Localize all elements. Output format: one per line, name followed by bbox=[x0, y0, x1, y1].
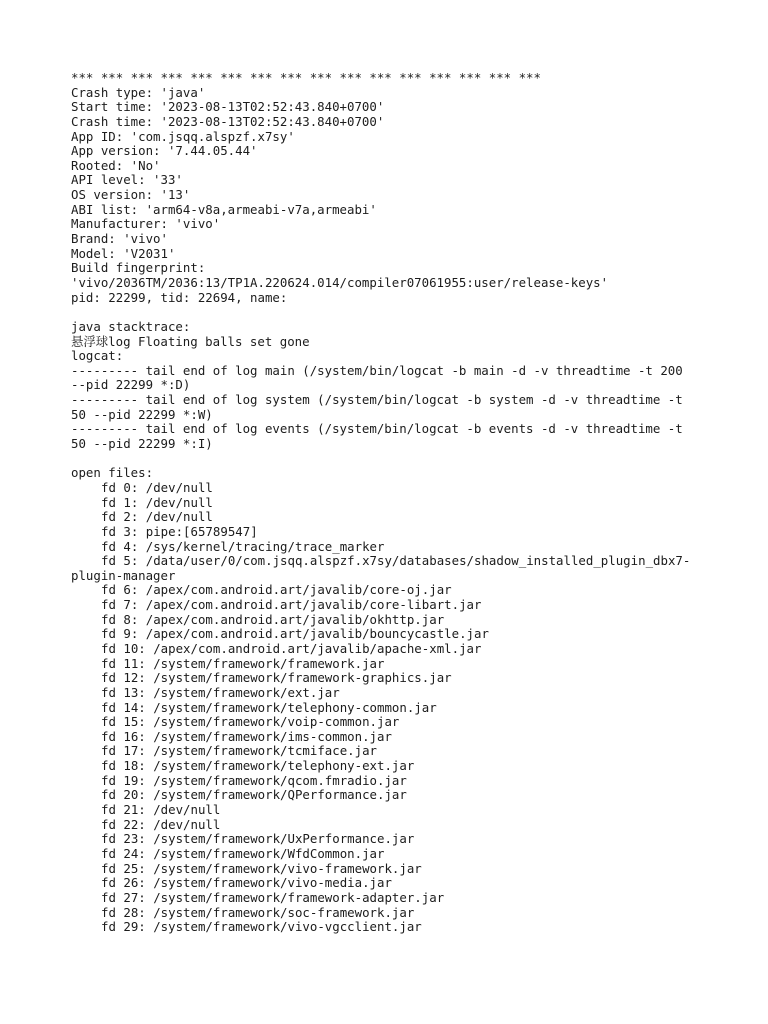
abi-list-line: ABI list: 'arm64-v8a,armeabi-v7a,armeabi' bbox=[71, 201, 377, 217]
spacer bbox=[71, 305, 711, 320]
build-fingerprint-value: 'vivo/2036TM/2036:13/TP1A.220624.014/compiler07061955:user/release-keys' bbox=[71, 274, 609, 290]
fd-entry: fd 7: /apex/com.android.art/javalib/core-libart.jar bbox=[101, 597, 482, 613]
fd-entry: fd 23: /system/framework/UxPerformance.jar bbox=[101, 831, 415, 847]
fd-entry: fd 26: /system/framework/vivo-media.jar bbox=[101, 875, 392, 891]
logcat-events-line: --------- tail end of log events (/system/bin/logcat -b events -d -v threadtime -t bbox=[71, 421, 683, 437]
logcat-main-line-cont: --pid 22299 *:D) bbox=[71, 377, 191, 393]
crash-type-line: Crash type: 'java' bbox=[71, 84, 206, 100]
fd-entry: fd 19: /system/framework/qcom.fmradio.jar bbox=[101, 772, 407, 788]
open-files-heading: open files: bbox=[71, 465, 154, 481]
fd-entry: fd 3: pipe:[65789547] bbox=[101, 523, 258, 539]
app-id-line: App ID: 'com.jsqq.alspzf.x7sy' bbox=[71, 128, 295, 144]
crash-header bbox=[71, 86, 711, 306]
start-time-line: Start time: '2023-08-13T02:52:43.840+0700' bbox=[71, 99, 385, 115]
os-version-line: OS version: '13' bbox=[71, 187, 191, 203]
fd-entry: fd 20: /system/framework/QPerformance.jar bbox=[101, 787, 407, 803]
fd-entry: fd 17: /system/framework/tcmiface.jar bbox=[101, 743, 378, 759]
fd-entry: fd 28: /system/framework/soc-framework.jar bbox=[101, 904, 415, 920]
fd-entry: fd 12: /system/framework/framework-graphics.jar bbox=[101, 670, 452, 686]
fd-entry: fd 1: /dev/null bbox=[101, 494, 213, 510]
fd-entry: fd 2: /dev/null bbox=[101, 509, 213, 525]
fd-entry: fd 0: /dev/null bbox=[101, 479, 213, 495]
manufacturer-line: Manufacturer: 'vivo' bbox=[71, 216, 221, 232]
logcat-system-line-cont: 50 --pid 22299 *:W) bbox=[71, 406, 213, 422]
model-line: Model: 'V2031' bbox=[71, 245, 176, 261]
separator-line: *** *** *** *** *** *** *** *** *** *** *** *** *** *** *** *** bbox=[71, 70, 541, 85]
fd-entry: fd 27: /system/framework/framework-adapter.jar bbox=[101, 889, 445, 905]
fd-entry: fd 9: /apex/com.android.art/javalib/bouncycastle.jar bbox=[101, 626, 489, 642]
stacktrace-heading: java stacktrace: bbox=[71, 318, 191, 334]
logcat-section bbox=[71, 349, 711, 451]
fd-entry: fd 24: /system/framework/WfdCommon.jar bbox=[101, 845, 385, 861]
fd-entry-continuation: plugin-manager bbox=[71, 567, 176, 583]
spacer bbox=[71, 452, 711, 467]
logcat-main-line: --------- tail end of log main (/system/bin/logcat -b main -d -v threadtime -t 200 bbox=[71, 362, 683, 378]
logcat-system-line: --------- tail end of log system (/system/bin/logcat -b system -d -v threadtime -t bbox=[71, 392, 683, 408]
fd-entry: fd 4: /sys/kernel/tracing/trace_marker bbox=[101, 538, 385, 554]
build-fingerprint-label: Build fingerprint: bbox=[71, 260, 206, 276]
fd-entry: fd 13: /system/framework/ext.jar bbox=[101, 684, 340, 700]
logcat-heading: logcat: bbox=[71, 348, 124, 364]
fd-entry: fd 18: /system/framework/telephony-ext.jar bbox=[101, 758, 415, 774]
brand-line: Brand: 'vivo' bbox=[71, 231, 168, 247]
stacktrace-section bbox=[71, 320, 711, 349]
fd-entry: fd 29: /system/framework/vivo-vgcclient.jar bbox=[101, 919, 422, 935]
fd-entry: fd 25: /system/framework/vivo-framework.jar bbox=[101, 860, 422, 876]
stacktrace-message: 悬浮球log Floating balls set gone bbox=[71, 333, 310, 349]
fd-entry: fd 8: /apex/com.android.art/javalib/okhttp.jar bbox=[101, 611, 445, 627]
fd-entry: fd 6: /apex/com.android.art/javalib/core-oj.jar bbox=[101, 582, 452, 598]
rooted-line: Rooted: 'No' bbox=[71, 157, 161, 173]
logcat-events-line-cont: 50 --pid 22299 *:I) bbox=[71, 436, 213, 452]
fd-entry: fd 14: /system/framework/telephony-common.jar bbox=[101, 699, 437, 715]
fd-entry: fd 15: /system/framework/voip-common.jar bbox=[101, 714, 400, 730]
crash-log-document bbox=[71, 71, 711, 935]
fd-entry: fd 10: /apex/com.android.art/javalib/apache-xml.jar bbox=[101, 640, 482, 656]
fd-entry: fd 16: /system/framework/ims-common.jar bbox=[101, 728, 392, 744]
fd-entry: fd 21: /dev/null bbox=[101, 802, 221, 818]
fd-entry: fd 5: /data/user/0/com.jsqq.alspzf.x7sy/databases/shadow_installed_plugin_dbx7- bbox=[101, 553, 691, 569]
fd-entry: fd 11: /system/framework/framework.jar bbox=[101, 655, 385, 671]
api-level-line: API level: '33' bbox=[71, 172, 183, 188]
app-version-line: App version: '7.44.05.44' bbox=[71, 143, 258, 159]
open-files-section bbox=[71, 466, 711, 935]
fd-entry: fd 22: /dev/null bbox=[101, 816, 221, 832]
crash-time-line: Crash time: '2023-08-13T02:52:43.840+0700' bbox=[71, 113, 385, 129]
pid-line: pid: 22299, tid: 22694, name: bbox=[71, 289, 288, 305]
